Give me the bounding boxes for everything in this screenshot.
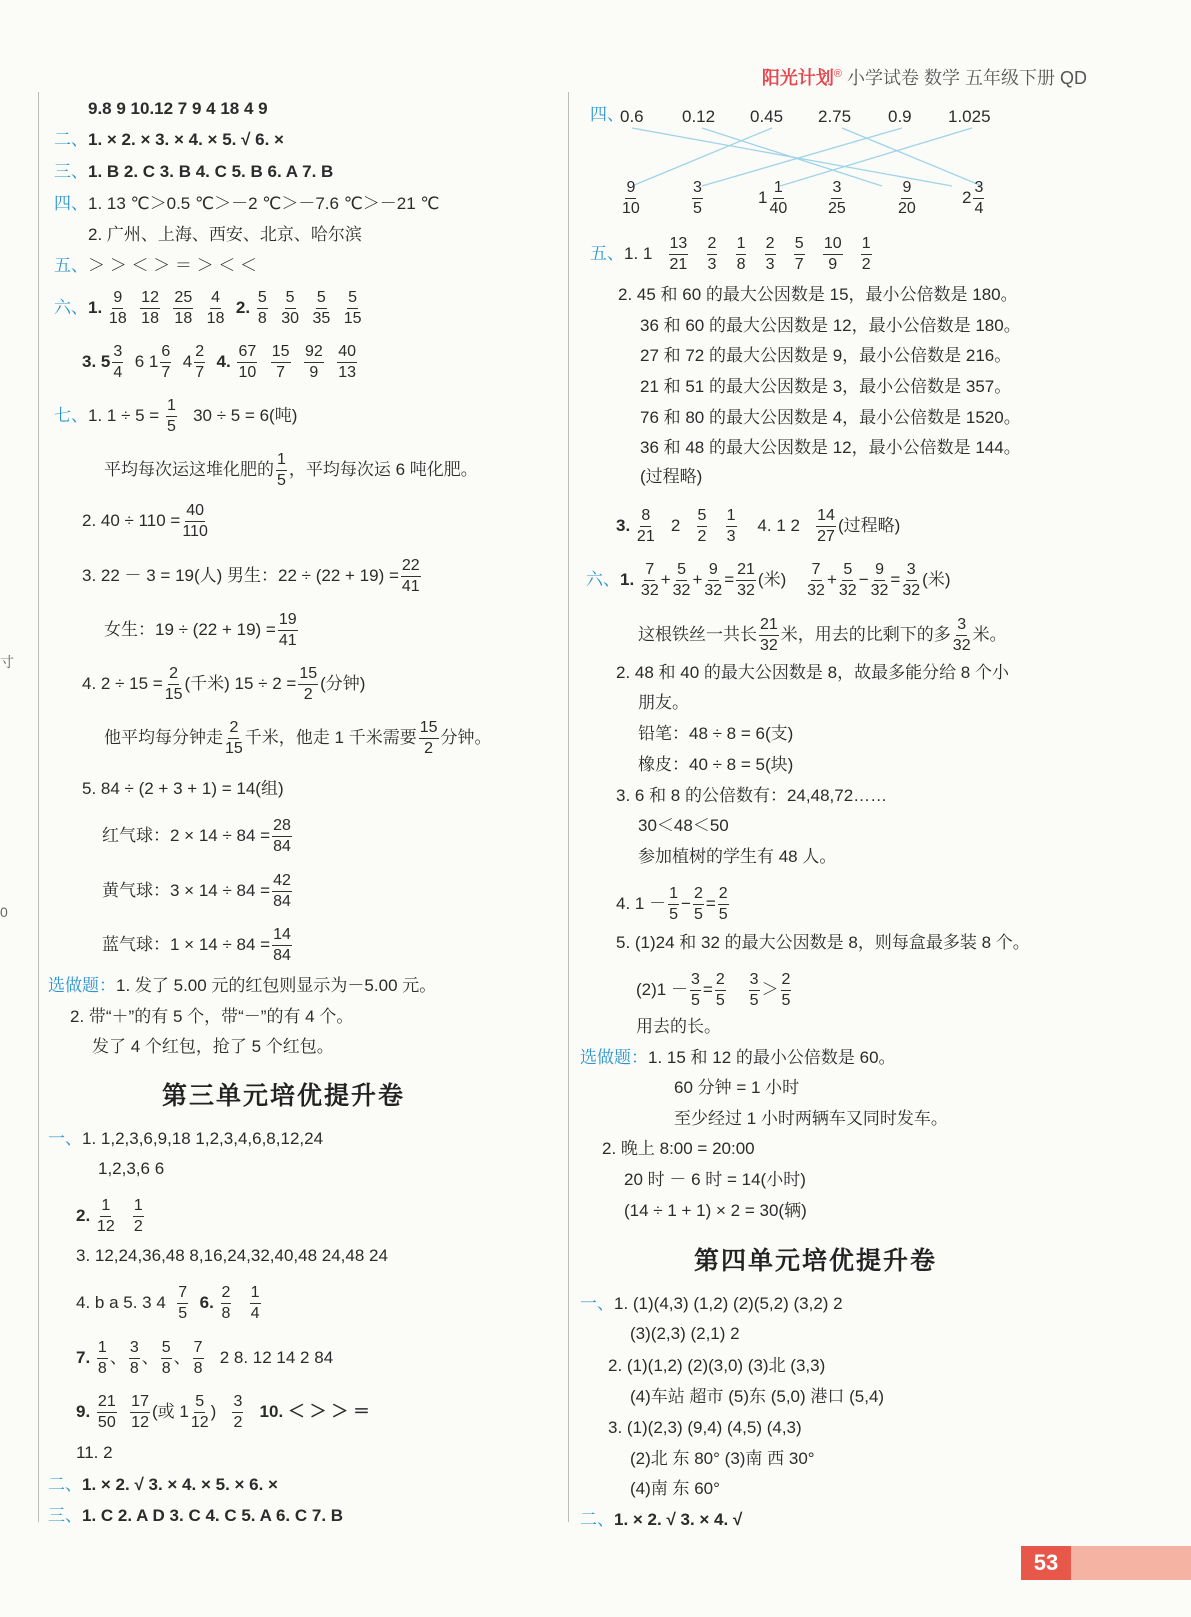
answer-line: 36 和 60 的最大公因数是 12，最小公倍数是 180。 (640, 316, 1021, 335)
answer-line: 发了 4 个红包，抢了 5 个红包。 (92, 1037, 334, 1056)
fraction: $\frac{5}{30}$ (281, 289, 299, 327)
answer-line: 2. 48 和 40 的最大公因数是 8，故最多能分给 8 个小 (616, 663, 1009, 682)
answer-line: 五、1. 1 $\frac{13}{21}$ $\frac{2}{3}$ $\frac{1}{8}$ $\frac{2}{3}$ $\frac{5}{7}$ $\frac{10}{9}$ $\frac{1}{2}$ (590, 235, 871, 273)
answer-line: 2. 40 ÷ 110 = $\frac{40}{110}$ (82, 502, 208, 540)
match-fraction: $\frac{9}{10}$ (622, 179, 640, 217)
fraction: $\frac{9}{18}$ (108, 289, 127, 327)
edge-mark: 0 (0, 904, 8, 920)
match-line (632, 128, 772, 186)
answer-line: 7. $\frac{1}{8}$ 、 $\frac{3}{8}$ 、 $\frac{5}{8}$ 、 $\frac{7}{8}$ 2 8. 12 14 2 84 (76, 1339, 334, 1377)
match-line (780, 128, 972, 186)
answer-line: 一、1. (1)(4,3) (1,2) (2)(5,2) (3,2) 2 (580, 1294, 843, 1313)
fraction: $\frac{7}{5}$ (178, 1284, 188, 1322)
answer-line: 一、1. 1,2,3,6,9,18 1,2,3,4,6,8,12,24 (48, 1129, 324, 1148)
match-fraction: $\frac{3}{5}$ (693, 179, 702, 217)
answer-line: 铅笔：48 ÷ 8 = 6(支) (638, 724, 794, 743)
matching-lines (0, 0, 1191, 260)
answer-line: 27 和 72 的最大公因数是 9，最小公倍数是 216。 (640, 346, 1012, 365)
fraction: $\frac{2}{8}$ (221, 1284, 231, 1322)
answer-line: 2. 广州、上海、西安、北京、哈尔滨 (88, 225, 362, 244)
answer-line: 蓝气球：1 × 14 ÷ 84 = $\frac{14}{84}$ (102, 926, 291, 964)
match-fraction: $\frac{3}{25}$ (828, 179, 846, 217)
fraction: $\frac{15}{2}$ (299, 665, 318, 703)
fraction: $\frac{42}{84}$ (273, 872, 291, 910)
match-fraction: $\frac{9}{20}$ (898, 179, 916, 217)
fraction: $\frac{5}{12}$ (190, 1393, 209, 1431)
answer-line: 4. 2 ÷ 15 = $\frac{2}{15}$ (千米) 15 ÷ 2 = $\frac{15}{2}$ (分钟) (82, 665, 366, 703)
answer-line: 9.8 9 10.12 7 9 4 18 4 9 (88, 99, 268, 118)
answer-line: 3. 5 $\frac{3}{4}$ 6 1 $\frac{6}{7}$ 4 $\frac{2}{7}$ 4. $\frac{67}{10}$ $\frac{15}{7}$ $\frac{92}{9}$ $\frac{40}{13}$ (82, 343, 357, 381)
answer-line: 2. $\frac{1}{12}$ $\frac{1}{2}$ (76, 1197, 143, 1235)
match-line (702, 128, 902, 186)
unit-title: 第四单元培优提升卷 (694, 1248, 938, 1275)
match-value: 0.45 (750, 107, 784, 126)
fraction: $\frac{40}{110}$ (182, 502, 208, 540)
answer-line: 3. $\frac{8}{21}$ 2 $\frac{5}{2}$ $\frac{1}{3}$ 4. 1 2 $\frac{14}{27}$ (过程略) (616, 507, 901, 545)
fraction: $\frac{3}{2}$ (233, 1393, 243, 1431)
answer-line: 红气球：2 × 14 ÷ 84 = $\frac{28}{84}$ (102, 817, 291, 855)
fraction: $\frac{1}{5}$ (166, 397, 176, 435)
answer-line: 2. 晚上 8:00 = 20:00 (602, 1139, 755, 1158)
answer-line: 二、1. × 2. √ 3. × 4. × 5. × 6. × (48, 1475, 278, 1494)
answer-line: 选做题：1. 15 和 12 的最小公倍数是 60。 (580, 1048, 896, 1067)
answer-line: (3)(2,3) (2,1) 2 (630, 1324, 740, 1343)
answer-line: 六、1. $\frac{9}{18}$ $\frac{12}{18}$ $\frac{25}{18}$ $\frac{4}{18}$ 2. $\frac{5}{8}$ $\frac{5}{30}$ $\frac{5}{35}$ $\frac{5}{15}$ (54, 289, 362, 327)
fraction: $\frac{12}{18}$ (141, 289, 159, 327)
answer-line: 3. 12,24,36,48 8,16,24,32,40,48 24,48 24 (76, 1246, 388, 1265)
answer-line: 9. $\frac{21}{50}$ $\frac{17}{12}$ (或 1 $\frac{5}{12}$ ) $\frac{3}{2}$ 10. ＜ ＞ ＞ ＝ (76, 1393, 371, 1431)
answer-line: 11. 2 (76, 1443, 113, 1462)
fraction: $\frac{92}{9}$ (304, 343, 323, 381)
answer-line: 1,2,3,6 6 (98, 1159, 165, 1178)
edge-mark: 寸 (0, 654, 14, 670)
fraction: $\frac{3}{4}$ (113, 343, 123, 381)
answer-line: 六、1. $\frac{7}{32}$ + $\frac{5}{32}$ + $\frac{9}{32}$ = $\frac{21}{32}$ (米) $\frac{7}{32}$ + $\frac{5}{32}$ − $\frac{9}{32}$ = $\frac{3}{32}$ (米) (586, 561, 951, 599)
fraction: $\frac{5}{15}$ (343, 289, 362, 327)
match-value: 1.025 (948, 107, 991, 126)
answer-line: (4)车站 超市 (5)东 (5,0) 港口 (5,4) (630, 1387, 885, 1406)
page-number-bar (1071, 1546, 1191, 1580)
answer-line: 20 时 － 6 时 = 14(小时) (624, 1170, 806, 1189)
fraction: $\frac{2}{7}$ (195, 343, 205, 381)
fraction: $\frac{17}{12}$ (131, 1393, 149, 1431)
match-fraction: 1 $\frac{1}{40}$ (758, 179, 788, 217)
fraction: $\frac{7}{8}$ (193, 1339, 203, 1377)
answer-line: 七、1. 1 ÷ 5 = $\frac{1}{5}$ 30 ÷ 5 = 6(吨) (54, 397, 298, 435)
answer-line: 2. 45 和 60 的最大公因数是 15，最小公倍数是 180。 (618, 285, 1018, 304)
answer-line: 五、＞ ＞ ＜ ＞ ＝ ＞ ＜ ＜ (54, 256, 258, 275)
answer-line: (14 ÷ 1 + 1) × 2 = 30(辆) (624, 1201, 807, 1220)
answer-line: 三、1. B 2. C 3. B 4. C 5. B 6. A 7. B (54, 162, 334, 181)
fraction: $\frac{14}{84}$ (273, 926, 291, 964)
match-value: 0.6 (620, 107, 644, 126)
fraction: $\frac{22}{41}$ (401, 557, 420, 595)
answer-line: 黄气球：3 × 14 ÷ 84 = $\frac{42}{84}$ (102, 872, 291, 910)
unit-title: 第三单元培优提升卷 (162, 1083, 406, 1110)
answer-line: 女生：19 ÷ (22 + 19) = $\frac{19}{41}$ (104, 611, 297, 649)
left-margin-rule (38, 92, 39, 1522)
fraction: $\frac{2}{15}$ (164, 665, 183, 703)
answer-line: 3. 22 － 3 = 19(人) 男生：22 ÷ (22 + 19) = $\frac{22}{41}$ (82, 557, 420, 595)
fraction: $\frac{1}{12}$ (96, 1197, 115, 1235)
answer-line: 平均每次运这堆化肥的 $\frac{1}{5}$ ，平均每次运 6 吨化肥。 (104, 451, 478, 489)
fraction: $\frac{5}{8}$ (257, 289, 267, 327)
answer-line: 21 和 51 的最大公因数是 3，最小公倍数是 357。 (640, 377, 1012, 396)
answer-line: 4. 1 － $\frac{1}{5}$ − $\frac{2}{5}$ = $\frac{2}{5}$ (616, 885, 728, 923)
answer-line: 4. b a 5. 3 4 $\frac{7}{5}$ 6. $\frac{2}{8}$ $\frac{1}{4}$ (76, 1284, 260, 1322)
fraction: $\frac{1}{4}$ (250, 1284, 260, 1322)
match-value: 2.75 (818, 107, 852, 126)
fraction: $\frac{40}{13}$ (338, 343, 357, 381)
fraction: $\frac{6}{7}$ (161, 343, 171, 381)
fraction: $\frac{67}{10}$ (238, 343, 257, 381)
answer-line: 2. 带“＋”的有 5 个，带“－”的有 4 个。 (70, 1007, 354, 1026)
answer-line: 60 分钟 = 1 小时 (674, 1078, 800, 1097)
match-line (702, 128, 882, 186)
match-value: 0.12 (682, 107, 716, 126)
answer-line: 36 和 48 的最大公因数是 12，最小公倍数是 144。 (640, 438, 1021, 457)
answer-line: (2)北 东 80° (3)南 西 30° (630, 1449, 815, 1468)
match-line (842, 128, 982, 186)
column-divider (568, 92, 569, 1522)
answer-line: 5. (1)24 和 32 的最大公因数是 8，则每盒最多装 8 个。 (616, 933, 1030, 952)
answer-line: 二、1. × 2. × 3. × 4. × 5. √ 6. × (54, 130, 284, 149)
fraction: $\frac{1}{2}$ (133, 1197, 143, 1235)
answer-line: (过程略) (640, 467, 703, 486)
answer-line: 他平均每分钟走 $\frac{2}{15}$ 千米，他走 1 千米需要 $\frac{15}{2}$ 分钟。 (104, 719, 492, 757)
answer-line: 四、1. 13 ℃＞0.5 ℃＞－2 ℃＞－7.6 ℃＞－21 ℃ (54, 194, 440, 213)
fraction: $\frac{25}{18}$ (174, 289, 193, 327)
fraction: $\frac{2}{15}$ (225, 719, 243, 757)
answer-line: 76 和 80 的最大公因数是 4，最小公倍数是 1520。 (640, 408, 1021, 427)
match-value: 0.9 (888, 107, 912, 126)
answer-line: 四、 (590, 105, 624, 124)
fraction: $\frac{1}{8}$ (97, 1339, 107, 1377)
answer-line: 至少经过 1 小时两辆车又同时发车。 (674, 1109, 948, 1128)
fraction: $\frac{28}{84}$ (273, 817, 291, 855)
fraction: $\frac{21}{50}$ (97, 1393, 116, 1431)
fraction: $\frac{5}{8}$ (161, 1339, 171, 1377)
fraction: $\frac{15}{2}$ (419, 719, 438, 757)
answer-line: 橡皮：40 ÷ 8 = 5(块) (638, 755, 794, 774)
answer-line: (2)1 － $\frac{3}{5}$ = $\frac{2}{5}$ $\frac{3}{5}$ ＞ $\frac{2}{5}$ (636, 971, 791, 1009)
fraction: $\frac{4}{18}$ (206, 289, 225, 327)
answer-line: 二、1. × 2. √ 3. × 4. √ (580, 1510, 743, 1529)
answer-line: 用去的长。 (636, 1017, 721, 1036)
fraction: $\frac{3}{8}$ (129, 1339, 139, 1377)
answer-line: 选做题：1. 发了 5.00 元的红包则显示为－5.00 元。 (48, 976, 437, 995)
page-number: 53 (1021, 1546, 1071, 1580)
answer-line: 30＜48＜50 (638, 816, 729, 835)
match-fraction: 2 $\frac{3}{4}$ (962, 179, 984, 217)
answer-line: 2. (1)(1,2) (2)(3,0) (3)北 (3,3) (608, 1356, 826, 1375)
header-subtitle: 小学试卷 数学 五年级下册 QD (846, 68, 1087, 88)
answer-line: 参加植树的学生有 48 人。 (638, 847, 837, 866)
answer-line: 3. (1)(2,3) (9,4) (4,5) (4,3) (608, 1418, 802, 1437)
brand-name: 阳光计划 (761, 68, 834, 88)
fraction: $\frac{19}{41}$ (278, 611, 297, 649)
answer-line: (4)南 东 60° (630, 1479, 720, 1498)
answer-line: 朋友。 (638, 693, 689, 712)
fraction: $\frac{5}{35}$ (312, 289, 331, 327)
answer-line: 3. 6 和 8 的公倍数有：24,48,72…… (616, 786, 888, 805)
answer-line: 这根铁丝一共长 $\frac{21}{32}$ 米，用去的比剩下的多 $\frac{3}{32}$ 米。 (638, 616, 1007, 654)
registered-mark: ® (833, 68, 842, 80)
fraction: $\frac{15}{7}$ (271, 343, 290, 381)
fraction: $\frac{1}{5}$ (277, 451, 286, 489)
answer-line: 5. 84 ÷ (2 + 3 + 1) = 14(组) (82, 779, 284, 798)
answer-line: 三、1. C 2. A D 3. C 4. C 5. A 6. C 7. B (48, 1506, 344, 1525)
